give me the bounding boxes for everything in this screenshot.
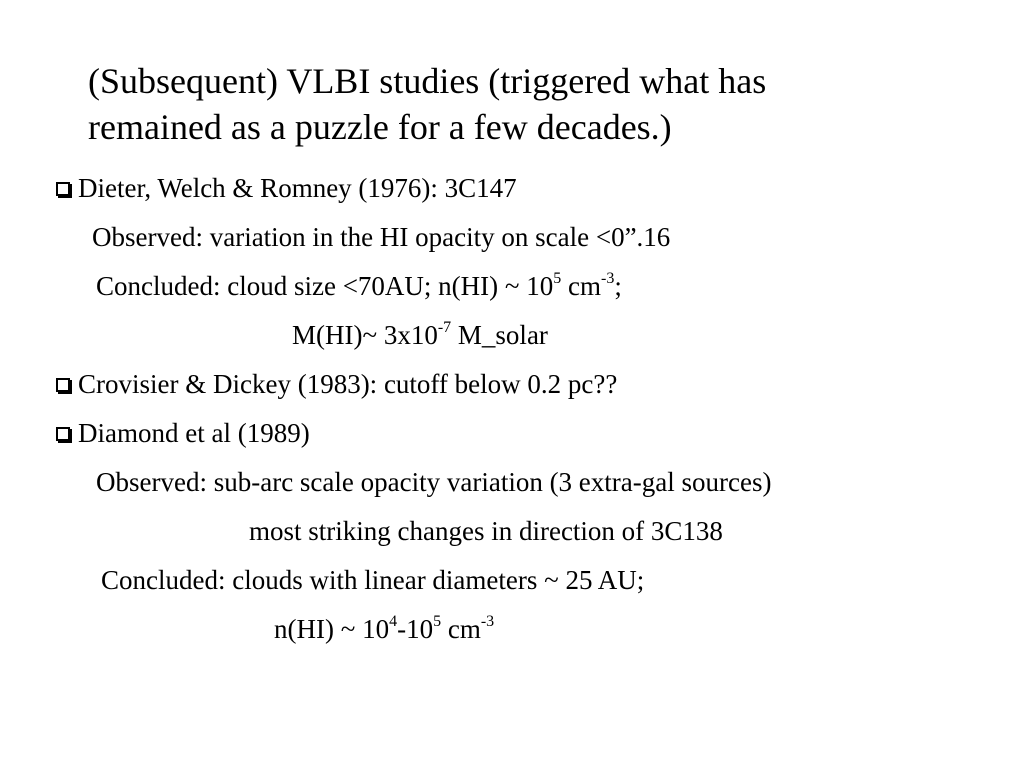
bullet-text: Crovisier & Dickey (1983): cutoff below 0.2 pc?? xyxy=(78,369,618,399)
superscript: 5 xyxy=(433,613,442,630)
line-text: Observed: sub-arc scale opacity variation (3 extra-gal sources) xyxy=(96,467,772,497)
text-line-observed-1 xyxy=(92,221,670,253)
line-text: M_solar xyxy=(451,320,548,350)
text-line-striking xyxy=(249,515,723,547)
line-text: n(HI) ~ 10 xyxy=(274,614,390,644)
hollow-square-bullet-icon xyxy=(56,182,70,196)
line-text: ; xyxy=(614,271,622,301)
superscript: 4 xyxy=(389,613,398,630)
bullet-item-diamond xyxy=(56,417,310,449)
line-text: Observed: variation in the HI opacity on scale <0”.16 xyxy=(92,222,671,252)
superscript: -3 xyxy=(601,270,615,287)
text-line-mass xyxy=(292,319,548,351)
line-text: cm xyxy=(441,614,481,644)
hollow-square-bullet-icon xyxy=(56,427,70,441)
slide-title xyxy=(88,58,992,150)
line-text: -10 xyxy=(397,614,434,644)
line-text: Concluded: cloud size <70AU; n(HI) ~ 10 xyxy=(96,271,554,301)
bullet-text: Dieter, Welch & Romney (1976): 3C147 xyxy=(78,173,517,203)
superscript: 5 xyxy=(553,270,562,287)
superscript: -7 xyxy=(437,319,452,336)
bullet-item-crovisier xyxy=(56,368,617,400)
text-line-concluded-1 xyxy=(96,270,622,302)
text-line-concluded-2 xyxy=(101,564,644,596)
line-text: Concluded: clouds with linear diameters ~ 25 AU; xyxy=(101,565,645,595)
superscript: -3 xyxy=(480,613,495,630)
line-text: M(HI)~ 3x10 xyxy=(292,320,438,350)
bullet-text: Diamond et al (1989) xyxy=(78,418,310,448)
title-line-1: (Subsequent) VLBI studies (triggered what has xyxy=(88,61,767,101)
text-line-density xyxy=(274,613,494,645)
line-text: cm xyxy=(561,271,601,301)
title-line-2: remained as a puzzle for a few decades.) xyxy=(88,107,672,147)
text-line-observed-2 xyxy=(96,466,771,498)
line-text: most striking changes in direction of 3C138 xyxy=(249,516,723,546)
hollow-square-bullet-icon xyxy=(56,378,70,392)
bullet-item-dieter xyxy=(56,172,517,204)
